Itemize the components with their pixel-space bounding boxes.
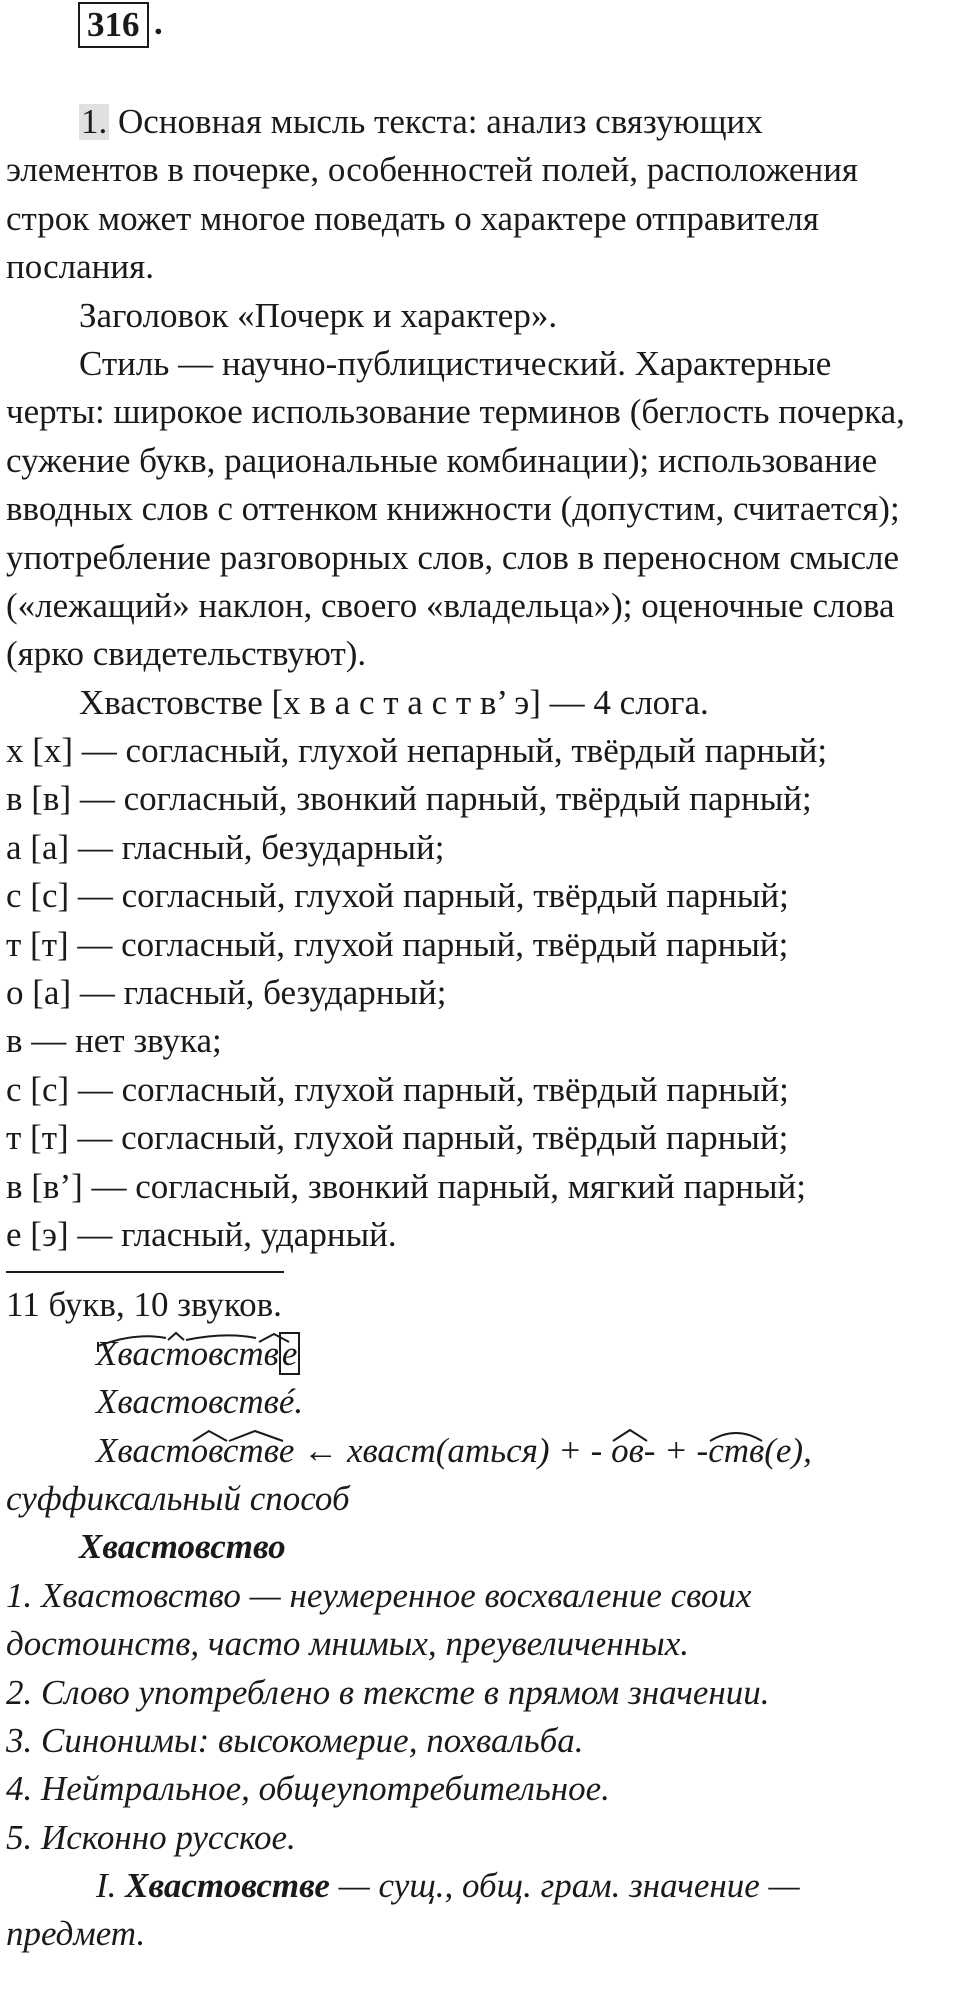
- phonetic-line: а [а] — гласный, безударный;: [6, 827, 445, 867]
- phonetic-line: е [э] — гласный, ударный.: [6, 1214, 397, 1254]
- morphology-rest: — сущ., общ. грам. значение —: [329, 1866, 800, 1906]
- stem-text: Хвастовств: [96, 1333, 279, 1373]
- morphology-word: Хвастовстве: [125, 1866, 330, 1906]
- lexical-line: 3. Синонимы: высокомерие, похвальба.: [6, 1720, 584, 1760]
- main-idea-line: строк может многое поведать о характере отправителя: [6, 198, 819, 238]
- stem-arc-icon: [96, 1330, 328, 1350]
- style-line: сужение букв, рациональные комбинации); использование: [6, 440, 878, 480]
- phonetic-line: о [а] — гласный, безударный;: [6, 973, 447, 1013]
- stem-with-arc: [96, 1330, 279, 1378]
- task-number: 316: [78, 2, 149, 48]
- derivation-suffix-arcs: овстве: [191, 1427, 295, 1475]
- lexical-line: 2. Слово употреблено в тексте в прямом значении.: [6, 1672, 770, 1712]
- phonetic-line: с [с] — согласный, глухой парный, твёрдый парный;: [6, 876, 789, 916]
- main-idea-line: послания.: [6, 247, 154, 287]
- suffix-arc-icon: [708, 1427, 764, 1447]
- lexical-line: 5. Исконно русское.: [6, 1817, 296, 1857]
- letters-sounds-count: 11 букв, 10 звуков.: [6, 1285, 282, 1325]
- morphemic-parse: [6, 1330, 956, 1378]
- phonetic-line: т [т] — согласный, глухой парный, твёрдый парный;: [6, 924, 789, 964]
- style-line: (ярко свидетельствуют).: [6, 634, 367, 674]
- main-idea-line: элементов в почерке, особенностей полей, расположения: [6, 150, 859, 190]
- suffix-arc-icon: [611, 1427, 649, 1447]
- derivation-line: [6, 1427, 956, 1475]
- footnote-separator: [6, 1259, 956, 1281]
- suffix-ov: ов: [611, 1427, 644, 1475]
- lexical-line: 1. Хвастовство — неумеренное восхваление своих: [6, 1575, 752, 1615]
- style-line: («лежащий» наклон, своего «владельца»); оценочные слова: [6, 585, 895, 625]
- phonetic-line: х [х] — согласный, глухой непарный, твёрдый парный;: [6, 731, 828, 771]
- derivation-word-a: Хваст: [96, 1430, 191, 1470]
- title-line: Заголовок «Почерк и характер».: [79, 295, 558, 335]
- derivation-source: ← хваст(аться) + -: [294, 1430, 612, 1470]
- derivation-plus: - + -: [643, 1430, 709, 1470]
- stressed-word: Хвастовствé.: [96, 1382, 304, 1422]
- phonetic-heading: Хвастовстве [х в а с т а с т в’ э] — 4 слога.: [79, 682, 709, 722]
- style-line: употребление разговорных слов, слов в переносном смысле: [6, 537, 900, 577]
- lexical-line: достоинств, часто мнимых, преувеличенных.: [6, 1624, 690, 1664]
- lexical-heading: Хвастовство: [79, 1527, 286, 1567]
- suffix-stv: ств: [708, 1427, 764, 1475]
- suffix-arc-icon: [191, 1427, 301, 1447]
- item-marker: 1.: [81, 102, 108, 141]
- ending-box: е: [279, 1332, 301, 1375]
- solution-text: [6, 98, 956, 1959]
- morphology-continuation: предмет.: [6, 1914, 146, 1954]
- derivation-method: суффиксальный способ: [6, 1478, 350, 1518]
- main-idea-line: 1. Основная мысль текста: анализ связующих: [81, 102, 763, 141]
- phonetic-line: в — нет звука;: [6, 1021, 222, 1061]
- separator-rule: [6, 1271, 284, 1273]
- phonetic-line: с [с] — согласный, глухой парный, твёрдый парный;: [6, 1069, 789, 1109]
- lexical-line: 4. Нейтральное, общеупотребительное.: [6, 1769, 610, 1809]
- task-number-dot: .: [154, 3, 163, 42]
- morphology-line: [6, 1862, 956, 1910]
- derivation-tail: (е),: [764, 1430, 812, 1470]
- phonetic-line: т [т] — согласный, глухой парный, твёрдый парный;: [6, 1118, 789, 1158]
- style-line: черты: широкое использование терминов (беглость почерка,: [6, 392, 905, 432]
- roman-numeral: I.: [96, 1866, 126, 1906]
- phonetic-line: в [в’] — согласный, звонкий парный, мягкий парный;: [6, 1166, 806, 1206]
- style-line: вводных слов с оттенком книжности (допустим, считается);: [6, 489, 900, 529]
- style-line: Стиль — научно-публицистический. Характерные: [79, 343, 832, 383]
- phonetic-line: в [в] — согласный, звонкий парный, твёрдый парный;: [6, 779, 812, 819]
